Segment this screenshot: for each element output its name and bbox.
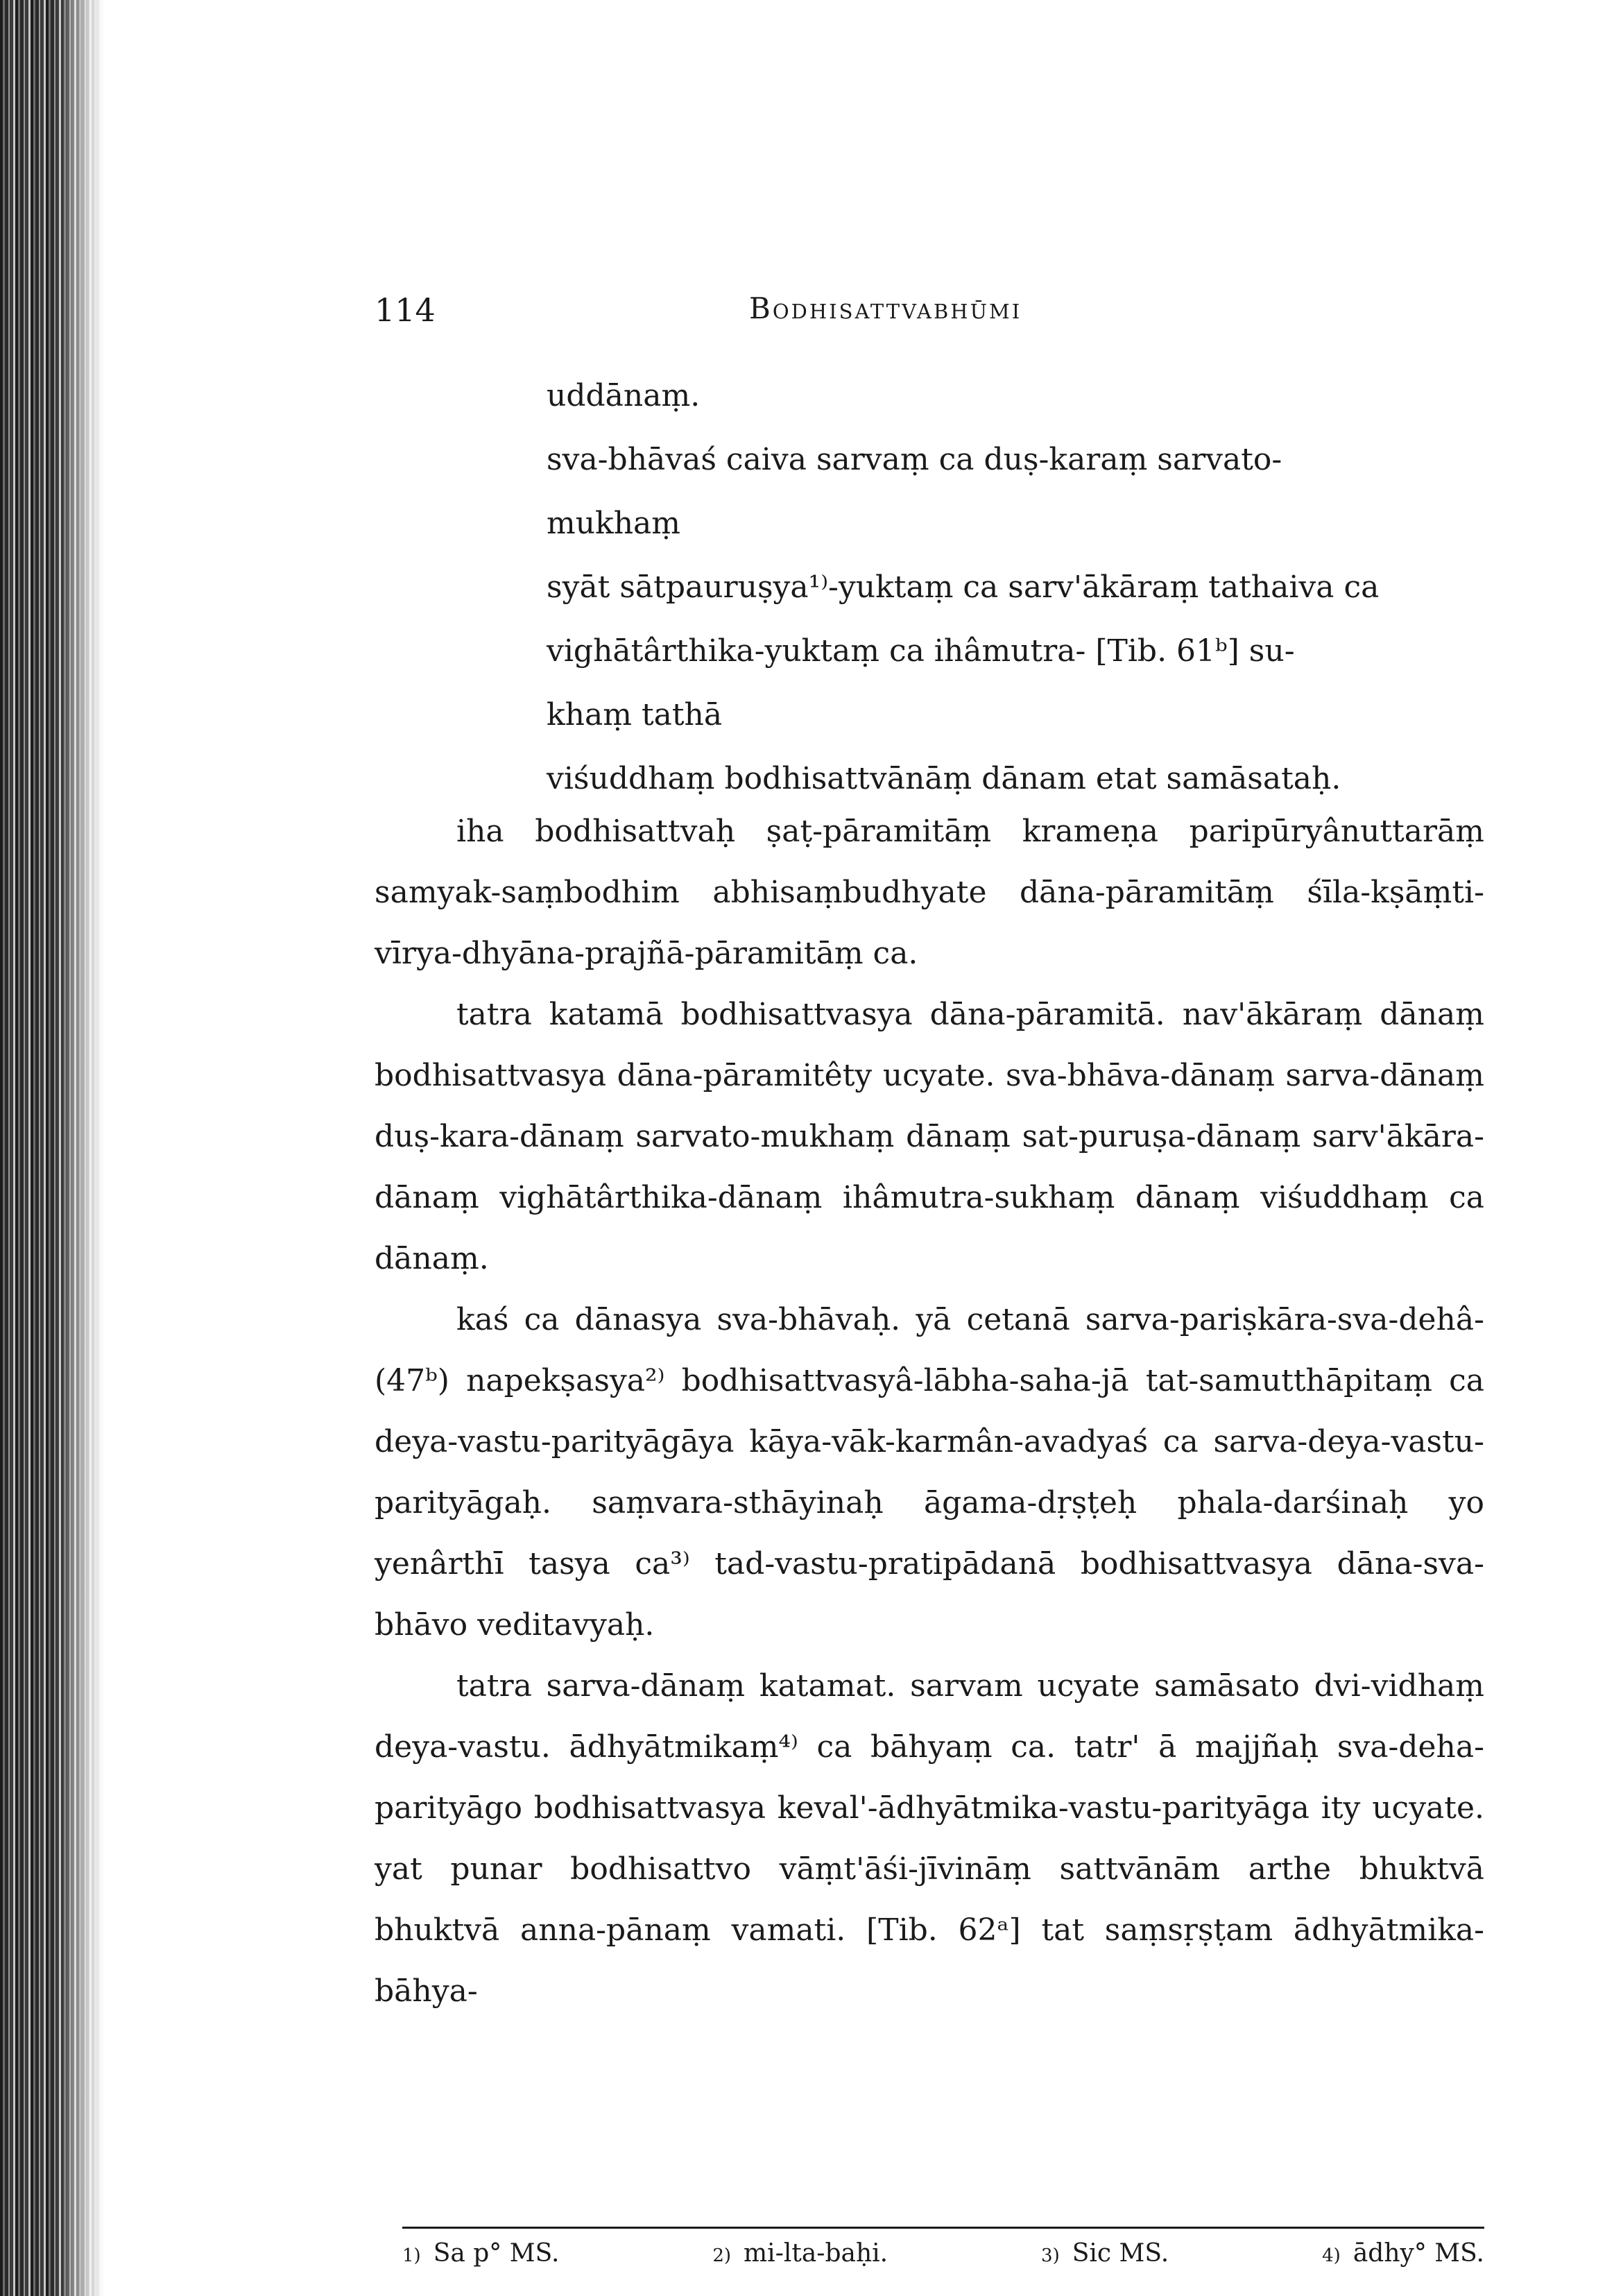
running-title: Bodhisattvabhūmi	[749, 291, 1022, 325]
footnote-divider	[402, 2227, 1484, 2229]
footnote	[1322, 2239, 1484, 2281]
verse-line: uddānaṃ.	[547, 378, 701, 413]
paragraph: tatra katamā bodhisattvasya dāna-pāramitā. nav'ākāraṃ dānaṃ bodhisattvasya dāna-pāramitêty ucyate. sva-bhāva-dānaṃ sarva-dānaṃ duṣ-kara-dānaṃ sarvato-mukhaṃ dānaṃ sat-puruṣa-dānaṃ sarv'ākāra-dānaṃ vighātârthika-dānaṃ ihâmutra-sukhaṃ dānaṃ viśuddhaṃ ca dānaṃ.	[375, 997, 1484, 1276]
verse-line: viśuddhaṃ bodhisattvānāṃ dānam etat samāsataḥ.	[547, 761, 1341, 796]
footnote-text: Sa p° MS.	[433, 2239, 560, 2268]
footnote-text: ādhy° MS.	[1352, 2239, 1484, 2268]
paragraph: kaś ca dānasya sva-bhāvaḥ. yā cetanā sarva-pariṣkāra-sva-dehâ- (47ᵇ) napekṣasya²⁾ bodhisattvasyâ-lābha-saha-jā tat-samutthāpitaṃ ca deya-vastu-parityāgāya kāya-vāk-karmân-avadyaś ca sarva-deya-vastu-parityāgaḥ. saṃvara-sthāyinaḥ āgama-dṛṣṭeḥ phala-darśinaḥ yo yenârthī tasya ca³⁾ tad-vastu-pratipādanā bodhisattvasya dāna-sva-bhāvo veditavyaḥ.	[375, 1302, 1484, 1643]
footnote-number: 1)	[402, 2245, 421, 2266]
verse-line: syāt sātpauruṣya¹⁾-yuktaṃ ca sarv'ākāraṃ tathaiva ca	[547, 569, 1380, 605]
footnote-number: 3)	[1041, 2245, 1060, 2266]
page-header	[375, 291, 1484, 333]
footnote	[1041, 2239, 1169, 2281]
footnote	[712, 2239, 888, 2281]
footnotes	[402, 2239, 1484, 2281]
footnote	[402, 2239, 559, 2281]
verse-line: khaṃ tathā	[547, 697, 723, 733]
footnote-text: mi-lta-baḥi.	[744, 2239, 888, 2268]
book-binding-edge	[0, 0, 104, 2296]
uddana-verse	[547, 364, 1484, 811]
verse-line: mukhaṃ	[547, 506, 681, 541]
page-number: 114	[375, 291, 436, 329]
verse-line: vighātârthika-yuktaṃ ca ihâmutra- [Tib. 61ᵇ] su-	[547, 633, 1295, 669]
footnote-number: 4)	[1322, 2245, 1341, 2266]
footnote-number: 2)	[712, 2245, 732, 2266]
paragraph: iha bodhisattvaḥ ṣaṭ-pāramitāṃ krameṇa paripūryânuttarāṃ samyak-saṃbodhim abhisaṃbudhyate dāna-pāramitāṃ śīla-kṣāṃti-vīrya-dhyāna-prajñā-pāramitāṃ ca.	[375, 814, 1484, 971]
body-text	[375, 801, 1484, 2022]
footnote-text: Sic MS.	[1072, 2239, 1169, 2268]
paragraph: tatra sarva-dānaṃ katamat. sarvam ucyate samāsato dvi-vidhaṃ deya-vastu. ādhyātmikaṃ⁴⁾ ca bāhyaṃ ca. tatr' ā majjñaḥ sva-deha-parityāgo bodhisattvasya keval'-ādhyātmika-vastu-parityāga ity ucyate. yat punar bodhisattvo vāṃt'āśi-jīvināṃ sattvānām arthe bhuktvā bhuktvā anna-pānaṃ vamati. [Tib. 62ᵃ] tat saṃsṛṣṭam ādhyātmika-bāhya-	[375, 1668, 1484, 2009]
verse-line: sva-bhāvaś caiva sarvaṃ ca duṣ-karaṃ sarvato-	[547, 442, 1282, 477]
